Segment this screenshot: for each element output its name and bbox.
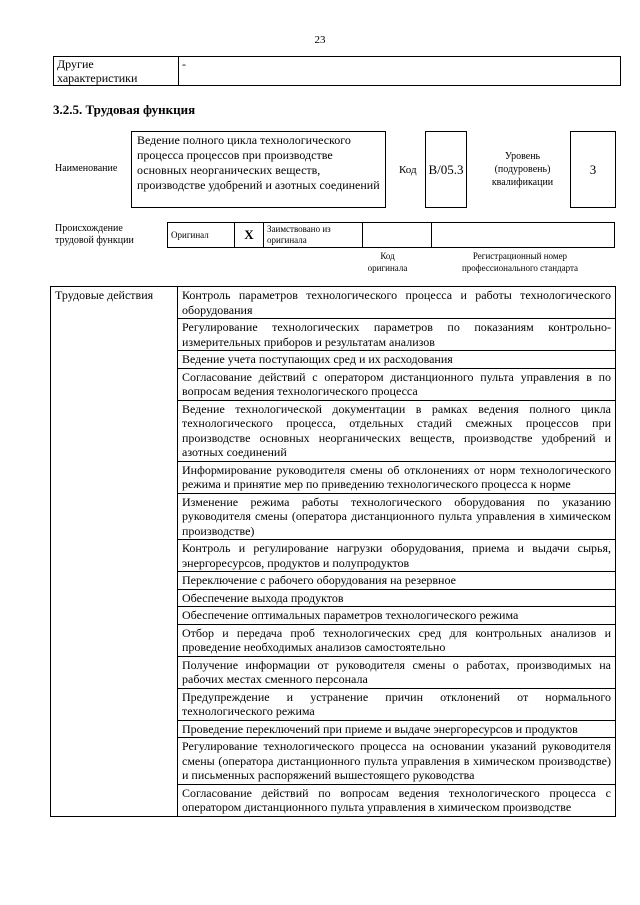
labor-action-item: Регулирование технологических параметров по показаниям контрольно-измерительных приборов и результатам анализов <box>178 319 616 351</box>
original-label: Оригинал <box>168 223 235 248</box>
labor-action-item: Информирование руководителя смены об отклонениях от норм технологического режима и принятие мер по приведению технологического процесса к норме <box>178 461 616 493</box>
page-number: 23 <box>314 34 326 46</box>
function-name: Ведение полного цикла технологического процесса процессов при производстве основных неорганических веществ, производстве удобрений и азотных соединений <box>131 131 386 208</box>
origin-reg-cell <box>432 223 615 248</box>
labor-actions-table <box>50 286 616 817</box>
level-value: 3 <box>570 131 616 208</box>
code-label: Код <box>399 164 417 176</box>
other-characteristics-value: - <box>179 57 621 86</box>
labor-action-item: Предупреждение и устранение причин отклонений от нормального технологического режима <box>178 688 616 720</box>
section-title: 3.2.5. Трудовая функция <box>53 102 196 117</box>
labor-action-item: Обеспечение выхода продуктов <box>178 589 616 607</box>
naming-label: Наименование <box>55 163 118 174</box>
origin-code-cell <box>363 223 432 248</box>
labor-action-item: Изменение режима работы технологического оборудования по указанию руководителя смены (оператора дистанционного пульта управления в химическом производстве) <box>178 493 616 540</box>
labor-action-item: Регулирование технологического процесса на основании указаний руководителя смены (оператора дистанционного пульта управления в химическом производстве) и письменных распоряжений вышестоящего руководства <box>178 738 616 785</box>
labor-action-item: Переключение с рабочего оборудования на резервное <box>178 572 616 590</box>
origin-table <box>167 222 615 248</box>
code-value: В/05.3 <box>425 131 467 208</box>
registration-number-caption: Регистрационный номер профессионального стандарта <box>461 251 579 273</box>
table-row <box>51 287 616 319</box>
labor-action-item: Контроль и регулирование нагрузки оборудования, приема и выдачи сырья, энергоресурсов, продуктов и полупродуктов <box>178 540 616 572</box>
labor-actions-header: Трудовые действия <box>51 287 178 817</box>
labor-action-item: Согласование действий по вопросам ведения технологического процесса с оператором дистанционного пульта управления в химическом производстве <box>178 784 616 816</box>
labor-action-item: Ведение технологической документации в рамках ведения полного цикла технологического процесса, отдельных стадий смежных процессов при производстве основных неорганических веществ, производстве удобрений и азотных соединений <box>178 400 616 461</box>
other-characteristics-label: Другие характеристики <box>54 57 179 86</box>
labor-action-item: Согласование действий с оператором дистанционного пульта управления в по вопросам ведения технологического процесса <box>178 368 616 400</box>
level-label: Уровень (подуровень) квалификации <box>491 151 554 188</box>
code-original-caption: Код оригинала <box>367 251 408 273</box>
original-mark: X <box>235 223 264 248</box>
other-characteristics-table <box>53 56 621 86</box>
labor-action-item: Получение информации от руководителя смены о работах, производимых на рабочих местах сменного персонала <box>178 656 616 688</box>
origin-label-text: Происхождение трудовой функции <box>55 223 134 246</box>
labor-action-item: Отбор и передача проб технологических сред для контрольных анализов и проведение необходимых анализов самостоятельно <box>178 624 616 656</box>
labor-action-item: Проведение переключений при приеме и выдаче энергоресурсов и продуктов <box>178 720 616 738</box>
labor-action-item: Контроль параметров технологического процесса и работы технологического оборудования <box>178 287 616 319</box>
labor-action-item: Ведение учета поступающих сред и их расходования <box>178 351 616 369</box>
labor-action-item: Обеспечение оптимальных параметров технологического режима <box>178 607 616 625</box>
origin-label <box>55 223 155 247</box>
borrowed-label: Заимствовано из оригинала <box>264 223 363 248</box>
